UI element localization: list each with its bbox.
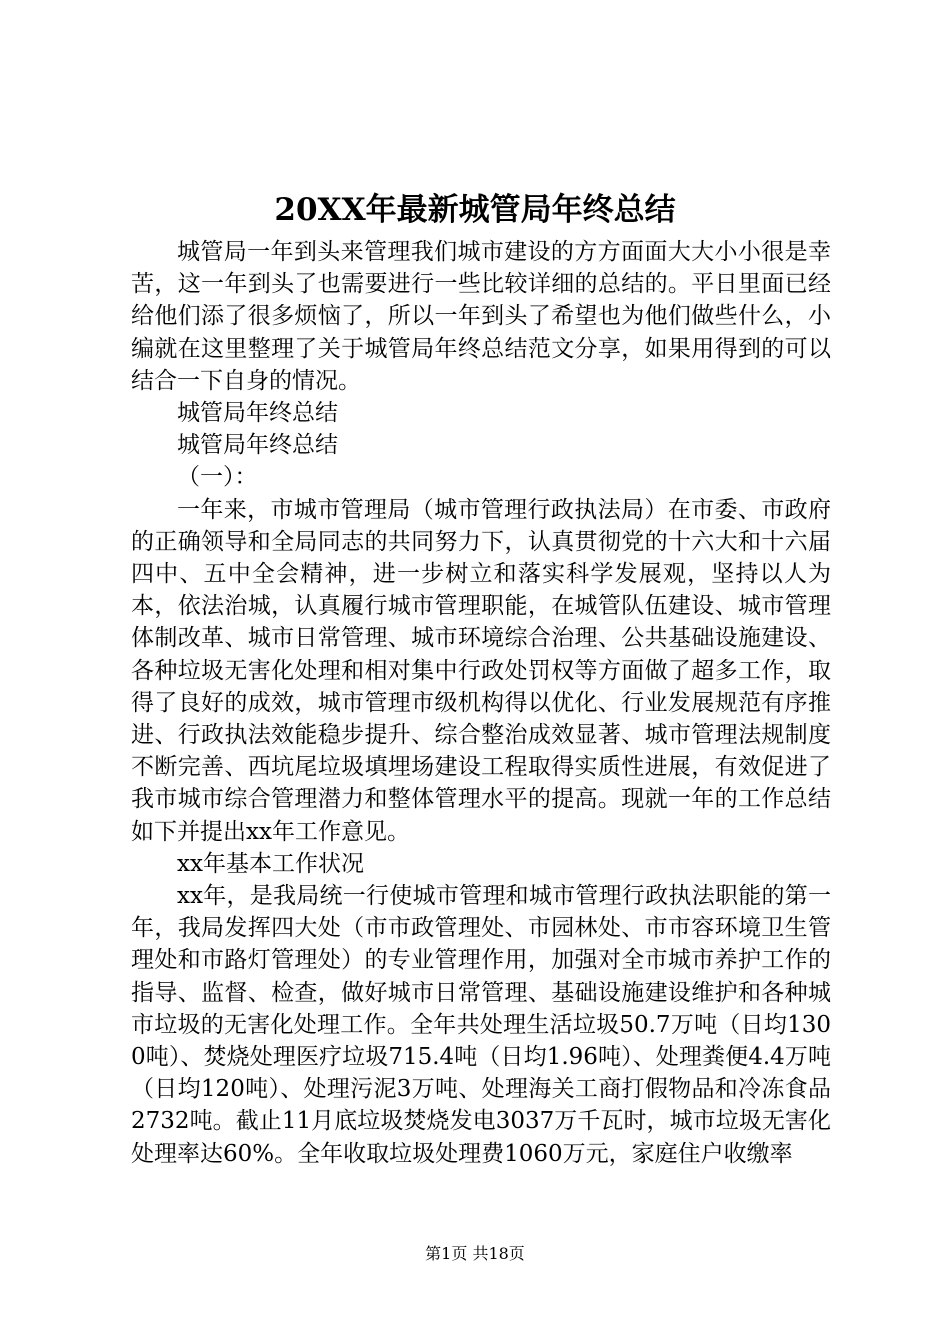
page-number: 第1页 共18页	[425, 1244, 525, 1263]
body-paragraph: xx年，是我局统一行使城市管理和城市管理行政执法职能的第一年，我局发挥四大处（市市政管理处、市园林处、市市容环境卫生管理处和市路灯管理处）的专业管理作用，加强对全市城市养护工作的指导、监督、检查，做好城市日常管理、基础设施建设维护和各种城市垃圾的无害化处理工作。全年共处理生活垃圾50.7万吨（日均1300吨）、焚烧处理医疗垃圾715.4吨（日均1.96吨）、处理粪便4.4万吨（日均120吨）、处理污泥3万吨、处理海关工商打假物品和冷冻食品2732吨。截止11月底垃圾焚烧发电3037万千瓦时，城市垃圾无害化处理率达60%。全年收取垃圾处理费1060万元，家庭住户收缴率	[131, 883, 831, 1167]
document-body	[131, 236, 831, 1170]
intro-paragraph: 城管局一年到头来管理我们城市建设的方方面面大大小小很是幸苦，这一年到头了也需要进行一些比较详细的总结的。平日里面已经给他们添了很多烦恼了，所以一年到头了希望也为他们做些什么，小编就在这里整理了关于城管局年终总结范文分享，如果用得到的可以结合一下自身的情况。	[131, 239, 831, 394]
section-heading: 城管局年终总结	[177, 432, 338, 459]
body-paragraph: 一年来，市城市管理局（城市管理行政执法局）在市委、市政府的正确领导和全局同志的共同努力下，认真贯彻党的十六大和十六届四中、五中全会精神，进一步树立和落实科学发展观，坚持以人为本，依法治城，认真履行城市管理职能，在城管队伍建设、城市管理体制改革、城市日常管理、城市环境综合治理、公共基础设施建设、各种垃圾无害化处理和相对集中行政处罚权等方面做了超多工作，取得了良好的成效，城市管理市级机构得以优化、行业发展规范有序推进、行政执法效能稳步提升、综合整治成效显著、城市管理法规制度不断完善、西坑尾垃圾填埋场建设工程取得实质性进展，有效促进了我市城市综合管理潜力和整体管理水平的提高。现就一年的工作总结如下并提出xx年工作意见。	[131, 496, 831, 845]
document-title: 20XX年最新城管局年终总结	[274, 192, 676, 228]
section-heading: 城管局年终总结	[177, 400, 338, 427]
subsection-marker: （一）：	[177, 464, 258, 491]
subsection-heading: xx年基本工作状况	[177, 850, 364, 877]
